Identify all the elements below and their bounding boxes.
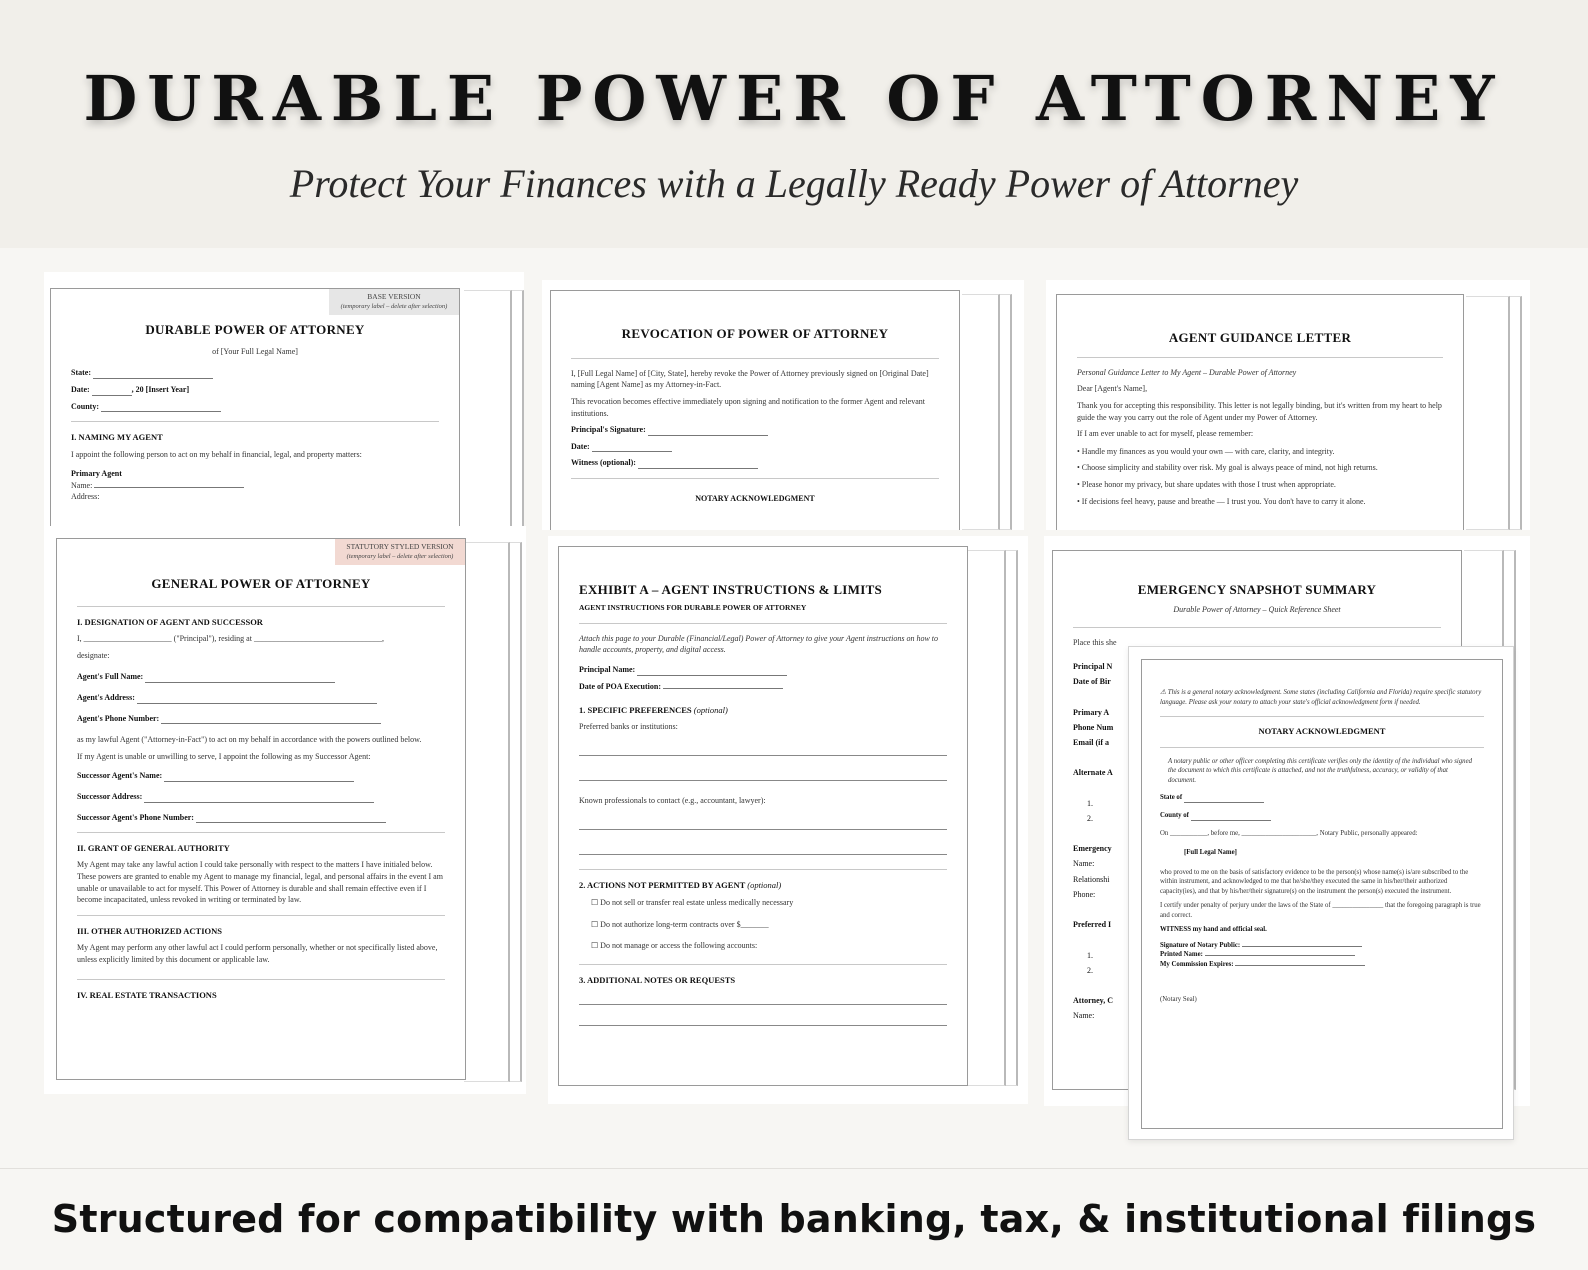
doc-emergency-snapshot: EMERGENCY SNAPSHOT SUMMARY Durable Power of Attorney – Quick Reference Sheet Place this she Principal N Date of Bir Primary A Phone Num Email (if a Alternate A 1. 2. Emergency Name: Relationshi Phone: Preferred I 1. 2. Attorney, C Name: [1052,550,1462,1090]
header-band [0,0,1588,248]
doc-durable-poa: BASE VERSION (temporary label – delete after selection) DURABLE POWER OF ATTORNEY of [Your Full Legal Name] State: Date: , 20 [Insert Year] County: I. NAMING MY AGENT I appoint the following person to act on my behalf in financial, legal, and property matters: Primary Agent Name: Address: [50,288,460,530]
doc-exhibit-a: EXHIBIT A – AGENT INSTRUCTIONS & LIMITS AGENT INSTRUCTIONS FOR DURABLE POWER OF ATTORNEY Attach this page to your Durable (Financial/Legal) Power of Attorney to give your Agent instructions on how to handle accounts, property, and digital access. Principal Name: Date of POA Execution: 1. SPECIFIC PREFERENCES (optional) Preferred banks or institutions: Known professionals to contact (e.g., accountant, lawyer): 2. ACTIONS NOT PERMITTED BY AGENT (optional) ☐ Do not sell or transfer real estate unless medically necessary ☐ Do not authorize long-term contracts over $_______ ☐ Do not manage or access the following accounts: 3. ADDITIONAL NOTES OR REQUESTS [558,546,968,1086]
doc-revocation: REVOCATION OF POWER OF ATTORNEY I, [Full Legal Name] of [City, State], hereby revoke the Power of Attorney previously signed on [Original Date] naming [Agent Name] as my Attorney-in-Fact. This revocation becomes effective immediately upon signing and notification to the former Agent and relevant institutions. Principal's Signature: Date: Witness (optional): NOTARY ACKNOWLEDGMENT [550,290,960,530]
tile-revocation [542,280,1024,530]
tile-exhibit [548,536,1028,1104]
main-title: DURABLE POWER OF ATTORNEY [83,62,1505,135]
tile-general [44,526,526,1094]
doc-guidance-letter: AGENT GUIDANCE LETTER Personal Guidance Letter to My Agent – Durable Power of Attorney Dear [Agent's Name], Thank you for accepting this responsibility. This letter is not legally binding, but it's written from my heart to help guide the way you carry out the role of Agent under my Power of Attorney. If I am ever unable to act for myself, please remember: • Handle my finances as you would your own — with care, clarity, and integrity. • Choose simplicity and stability over risk. My goal is always peace of mind, not high returns. • Please honor my privacy, but share updates with those I trust when appropriate. • If decisions feel heavy, pause and breathe — I trust you. You don't have to carry it alone. [1056,294,1464,530]
tile-guidance [1046,280,1530,530]
footer-tagline: Structured for compatibility with banking, tax, & institutional filings [51,1197,1537,1241]
main-subtitle: Protect Your Finances with a Legally Ready Power of Attorney [289,161,1299,206]
snapshot-rows: Principal N Date of Bir Primary A Phone Num Email (if a Alternate A 1. 2. Emergency Name: Relationshi Phone: Preferred I 1. 2. Attorney, C Name: [1073,662,1114,1021]
tile-notary [1128,646,1514,1140]
tile-durable [44,272,524,530]
doc-notary-acknowledgment: ⚠ This is a general notary acknowledgment. Some states (including California and Florida) require specific statutory language. Please ask your notary to attach your state's official acknowledgment form if needed. NOTARY ACKNOWLEDGMENT A notary public or other officer completing this certificate verifies only the identity of the individual who signed the document to which this certificate is attached, and not the truthfulness, accuracy, or validity of that document. State of County of On ___________, before me, ______________________, Notary Public, personally appeared: [Full Legal Name] who proved to me on the basis of satisfactory evidence to be the person(s) whose name(s) is/are subscribed to the within instrument, and acknowledged to me that he/she/they executed the same in his/her/their authorized capacity(ies), and that by his/her/their signature(s) on the instrument the person(s) executed the instrument. I certify under penalty of perjury under the laws of the State of _______________ that the foregoing paragraph is true and correct. WITNESS my hand and official seal. Signature of Notary Public: Printed Name: My Commission Expires: (Notary Seal) [1141,659,1503,1129]
doc-general-poa: STATUTORY STYLED VERSION (temporary label – delete after selection) GENERAL POWER OF ATTORNEY I. DESIGNATION OF AGENT AND SUCCESSOR I, ______________________ ("Principal"), residing at ________________________________, designate: Agent's Full Name: Agent's Address: Agent's Phone Number: as my lawful Agent ("Attorney-in-Fact") to act on my behalf in accordance with the powers outlined below. If my Agent is unable or unwilling to serve, I appoint the following as my Successor Agent: Successor Agent's Name: Successor Address: Successor Agent's Phone Number: II. GRANT OF GENERAL AUTHORITY My Agent may take any lawful action I could take personally with respect to the matters I have initialed below. These powers are granted to enable my Agent to manage my financial, legal, and personal affairs in the event I am unable or unavailable to act for myself. This Power of Attorney is durable and shall remain effective even if I become incapacitated, unless revoked in writing or terminated by law. III. OTHER AUTHORIZED ACTIONS My Agent may perform any other lawful act I could perform personally, whether or not specifically listed above, unless explicitly limited by this document or applicable law. IV. REAL ESTATE TRANSACTIONS [56,538,466,1080]
